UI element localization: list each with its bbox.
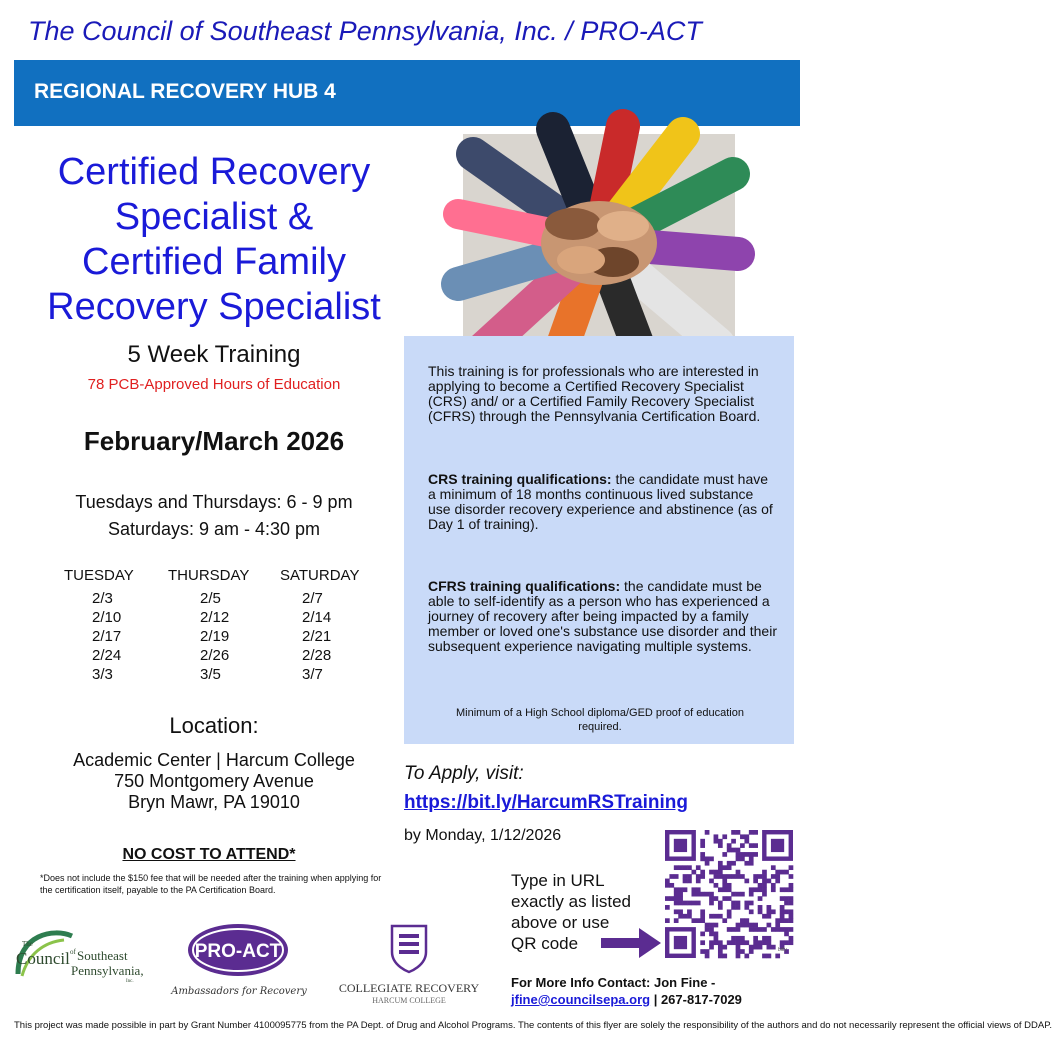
arrow-right-icon	[601, 928, 661, 958]
education-requirement: Minimum of a High School diploma/GED proof of education required.	[456, 707, 744, 733]
calendar-date: 2/12	[200, 609, 230, 626]
schedule-saturdays: Saturdays: 9 am - 4:30 pm	[107, 519, 321, 539]
calendar-date: 3/7	[302, 666, 323, 683]
org-title: The Council of Southeast Pennsylvania, Inc. / PRO-ACT	[28, 16, 702, 46]
qr-code-icon[interactable]	[665, 830, 793, 958]
qr-note-line-4: QR code	[511, 934, 579, 953]
no-cost-notice: NO COST TO ATTEND*	[122, 846, 296, 863]
hub-banner	[14, 60, 800, 126]
calendar-header: SATURDAY	[280, 567, 360, 584]
pcb-hours: 78 PCB-Approved Hours of Education	[87, 376, 341, 393]
calendar-column-thursday	[168, 566, 249, 684]
calendar-column-saturday	[280, 566, 359, 684]
calendar-header: TUESDAY	[64, 567, 134, 584]
training-title	[14, 150, 414, 330]
logo-text-southeast: Southeast	[77, 948, 128, 963]
contact-line	[511, 991, 742, 1008]
crs-label: CRS training qualifications:	[428, 471, 612, 487]
qr-note-line-1: Type in URL	[511, 871, 605, 890]
logo-text-harcum: HARCUM COLLEGE	[372, 996, 446, 1005]
schedule-weekdays: Tuesdays and Thursdays: 6 - 9 pm	[75, 492, 353, 512]
logo-text-inc: Inc.	[126, 979, 134, 984]
calendar-date: 2/24	[92, 647, 122, 664]
location-venue: Academic Center | Harcum College	[73, 750, 355, 770]
training-intro: This training is for professionals who are interested in applying to become a Certified Recovery Specialist (CRS) and/ or a Certified Family Recovery Specialist (CFRS) through the Pennsylvania Certification Board.	[428, 363, 761, 424]
qr-note-line-2: exactly as listed	[511, 892, 631, 911]
schedule	[14, 489, 414, 543]
calendar-column-tuesday	[64, 566, 134, 684]
hands-illustration	[463, 134, 735, 352]
title-line-2: Specialist &	[114, 196, 314, 238]
calendar-date: 2/14	[302, 609, 332, 626]
calendar-date: 3/5	[200, 666, 221, 683]
calendar-header: THURSDAY	[168, 567, 250, 584]
contact-phone: | 267-817-7029	[650, 992, 742, 1007]
logo-text-council: Council	[16, 949, 70, 968]
calendar-date: 2/19	[200, 628, 230, 645]
proact-logo	[171, 920, 308, 998]
logo-text-ambassadors: Ambassadors for Recovery	[171, 986, 307, 997]
title-line-4: Recovery Specialist	[47, 286, 381, 328]
cfrs-label: CFRS training qualifications:	[428, 578, 621, 594]
logo-text-proact: PRO-ACT	[194, 941, 282, 962]
calendar-date: 2/7	[302, 590, 323, 607]
location-label: Location:	[169, 713, 259, 738]
training-length: 5 Week Training	[127, 341, 301, 368]
calendar-date: 2/5	[200, 590, 221, 607]
collegiate-recovery-logo	[324, 922, 494, 1006]
qr-note-line-3: above or use	[511, 913, 610, 932]
calendar-date: 2/10	[92, 609, 122, 626]
logo-text-pennsylvania: Pennsylvania,	[71, 963, 144, 978]
calendar-date: 2/3	[92, 590, 113, 607]
apply-deadline: by Monday, 1/12/2026	[404, 827, 562, 844]
calendar-date: 2/17	[92, 628, 122, 645]
fee-note: *Does not include the $150 fee that will be needed after the training when applying for the certification itself, payable to the PA Certification Board.	[40, 873, 382, 895]
title-line-3: Certified Family	[82, 241, 346, 283]
calendar-date: 2/21	[302, 628, 332, 645]
hub-title: REGIONAL RECOVERY HUB 4	[34, 80, 336, 103]
logo-text-collegiate: COLLEGIATE RECOVERY	[338, 981, 480, 995]
apply-link[interactable]: https://bit.ly/HarcumRSTraining	[404, 792, 688, 813]
hands-together-photo	[463, 134, 735, 352]
qr-caption: bitly	[778, 947, 787, 953]
title-line-1: Certified Recovery	[57, 151, 371, 193]
dates-heading: February/March 2026	[83, 426, 345, 456]
location-address	[14, 750, 414, 813]
cfrs-text: the candidate must be able to self-identify as a person who has experienced a journey of recovery after being impacted by a family member or loved one's substance use disorder and their subsequent experience navigating multiple systems.	[428, 578, 777, 654]
apply-label: To Apply, visit:	[404, 763, 524, 784]
crs-text: the candidate must have a minimum of 18 months continuous lived substance use disorder recovery experience and abstinence (as of Day 1 of training).	[428, 471, 773, 532]
contact-email-link[interactable]: jfine@councilsepa.org	[511, 992, 651, 1007]
contact-info	[511, 974, 742, 1008]
location-street: 750 Montgomery Avenue	[114, 771, 314, 791]
cfrs-qualifications	[428, 579, 778, 654]
calendar-date: 2/26	[200, 647, 230, 664]
contact-label: For More Info Contact: Jon Fine -	[511, 975, 716, 990]
logo-text-of: of	[70, 948, 76, 956]
crs-qualifications	[428, 472, 778, 532]
council-logo	[14, 924, 164, 984]
calendar-date: 2/28	[302, 647, 332, 664]
calendar-date: 3/3	[92, 666, 113, 683]
footer-disclaimer: This project was made possible in part by Grant Number 4100095775 from the PA Dept. of Drug and Alcohol Programs. The contents of this flyer are solely the responsibility of the authors and do not necessarily represent the official views of DDAP.	[14, 1020, 1052, 1031]
location-city: Bryn Mawr, PA 19010	[128, 792, 300, 812]
logo-text-the: The	[22, 940, 33, 948]
